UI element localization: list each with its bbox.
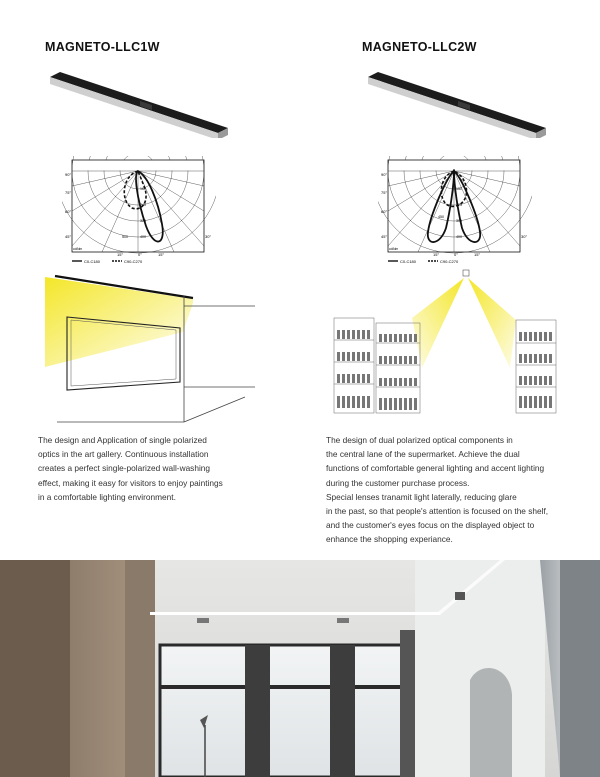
angle-label: 90° (65, 172, 72, 177)
description-line: during the customer purchase process. (326, 477, 470, 488)
description-line: Special lenses tranamit light laterally, reducing glare (326, 491, 517, 502)
value-label: 400 (456, 235, 462, 239)
description-line: optics in the art gallery. Continuous installation (38, 449, 209, 460)
description-line: in the past, so that people's attention is focused on the shelf, (326, 506, 549, 517)
legend-c0: C0-C180 (84, 259, 101, 264)
value-label: 300 (456, 219, 462, 223)
description-line: effect, making it easy for visitors to enjoy paintings (38, 477, 223, 488)
value-label: 160 (140, 187, 146, 191)
description-line: functions of comfortable general lighting and accent lighting (326, 463, 545, 474)
description-llc2w (326, 433, 591, 547)
value-label: 240 (140, 203, 146, 207)
angle-label: 90° (381, 172, 388, 177)
angle-label: 60° (65, 209, 72, 214)
angle-label: 15° (474, 252, 481, 257)
angle-label: 75° (381, 190, 388, 195)
description-llc1w (38, 433, 278, 504)
legend-c0: C0-C180 (400, 259, 417, 264)
unit-label: cd/klm (73, 247, 83, 251)
description-line: and the customer's eyes focus on the displayed object to (326, 520, 535, 531)
angle-label: 30° (521, 234, 528, 239)
description-line: enhance the shopping experiance. (326, 534, 453, 545)
angle-label: 45° (65, 234, 72, 239)
supermarket-scene-illustration (330, 268, 560, 418)
value-label: 500 (122, 235, 128, 239)
fixture-image-llc2w (358, 68, 548, 138)
angle-label: 45° (381, 234, 388, 239)
angle-label: 15° (158, 252, 165, 257)
polar-diagram-llc2w (378, 156, 532, 266)
polar-diagram-llc1w (62, 156, 216, 266)
product-title-llc2w: MAGNETO-LLC2W (362, 40, 477, 54)
description-line: The design of dual polarized optical components in (326, 435, 513, 445)
description-line: The design and Application of single polarized (38, 435, 207, 445)
description-line: the central lane of the supermarket. Achieve the dual (326, 449, 520, 460)
value-label: 320 (140, 219, 146, 223)
unit-label: cd/klm (389, 247, 399, 251)
interior-photo (0, 560, 600, 777)
value-label: 225 (456, 203, 462, 207)
legend-c90: C90-C270 (440, 259, 459, 264)
gallery-scene-illustration (45, 272, 260, 432)
angle-label: 15° (433, 252, 440, 257)
value-label: 450 (438, 215, 444, 219)
product-title-llc1w: MAGNETO-LLC1W (45, 40, 160, 54)
angle-label: 30° (205, 234, 212, 239)
angle-label: 15° (117, 252, 124, 257)
description-line: in a comfortable lighting environment. (38, 491, 176, 502)
fixture-image-llc1w (40, 68, 230, 138)
angle-label: 0° (138, 252, 142, 257)
value-label: 400 (140, 235, 146, 239)
angle-label: 0° (454, 252, 458, 257)
angle-label: 75° (65, 190, 72, 195)
value-label: 150 (456, 187, 462, 191)
angle-label: 60° (381, 209, 388, 214)
description-line: creates a perfect single-polarized wall-washing (38, 463, 211, 474)
legend-c90: C90-C270 (124, 259, 143, 264)
